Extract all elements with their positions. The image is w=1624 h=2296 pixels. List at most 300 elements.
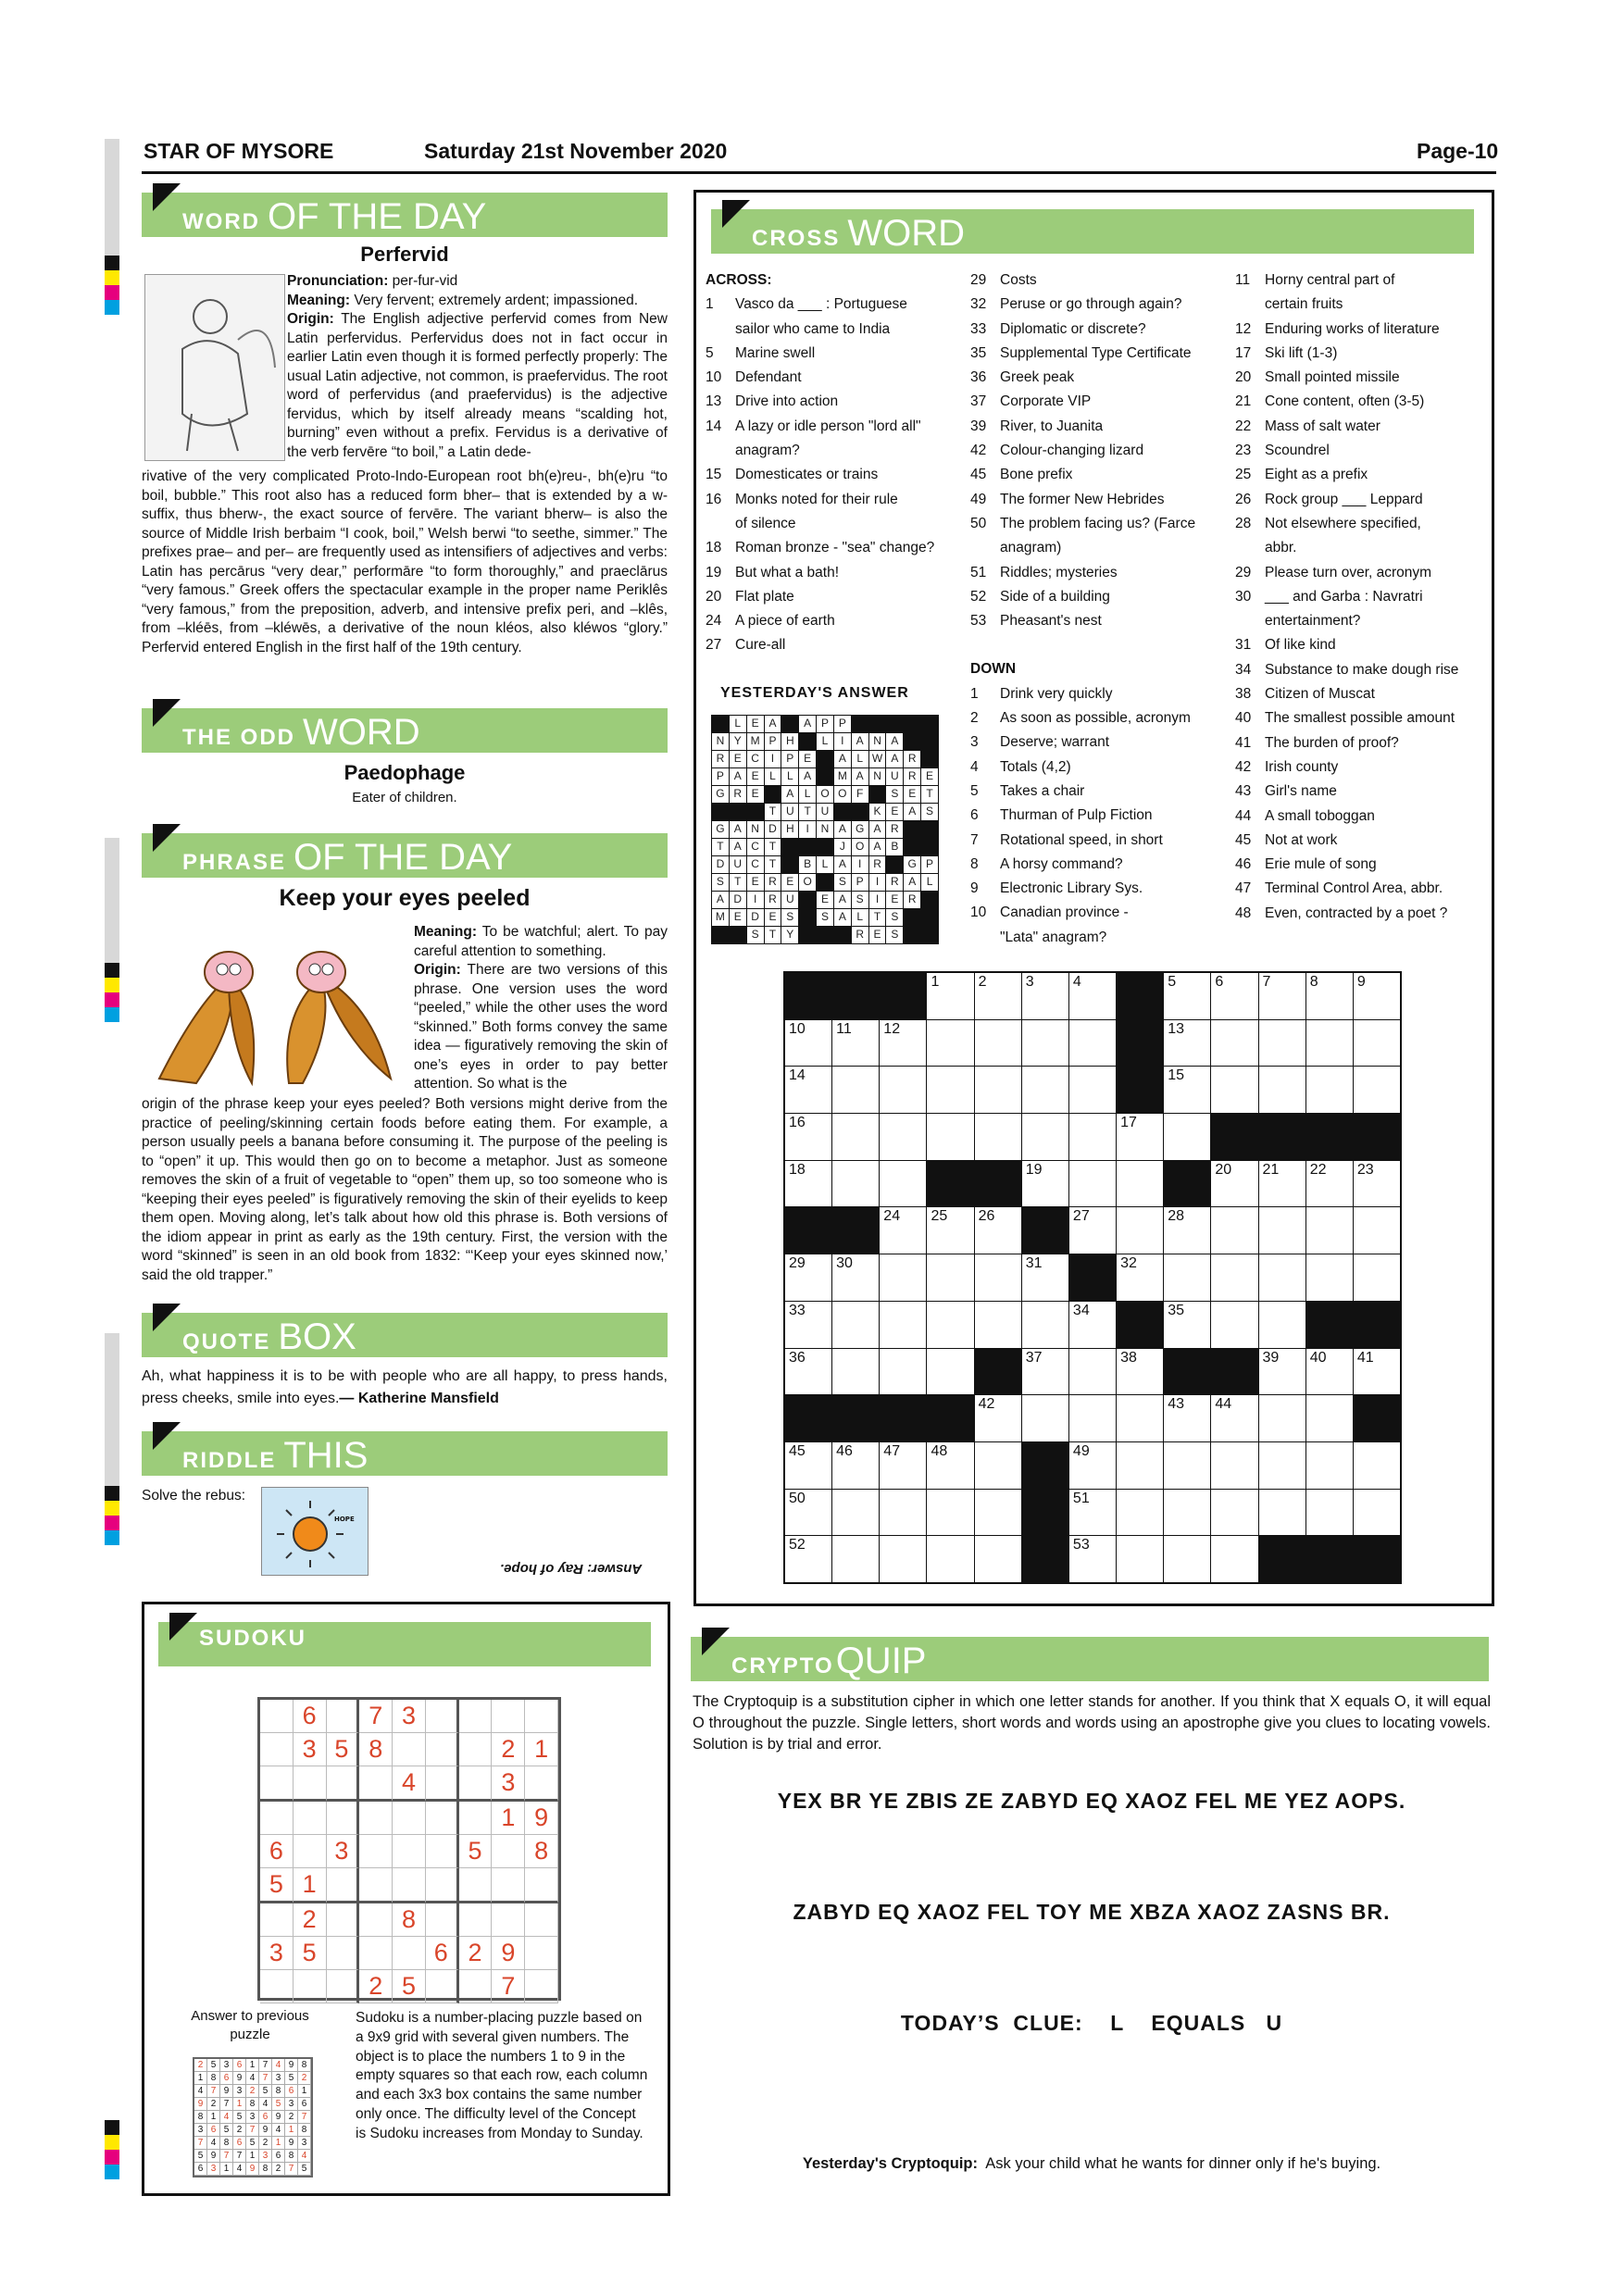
answer-cell: D bbox=[712, 856, 729, 873]
crossword-cell[interactable] bbox=[1069, 1302, 1116, 1348]
crossword-cell[interactable] bbox=[785, 1020, 831, 1067]
sudoku-cell[interactable] bbox=[294, 1766, 327, 1802]
cell-number: 19 bbox=[1025, 1161, 1043, 1178]
crossword-cell[interactable] bbox=[1022, 1161, 1068, 1207]
sudoku-grid[interactable] bbox=[257, 1697, 561, 2001]
banner-corner bbox=[153, 699, 181, 727]
answer-cell: L bbox=[799, 786, 816, 803]
crossword-cell[interactable] bbox=[1259, 1490, 1305, 1536]
crossword-cell[interactable] bbox=[1022, 973, 1068, 1019]
clue-item bbox=[1235, 585, 1485, 609]
crossword-cell[interactable] bbox=[1164, 973, 1210, 1019]
crossword-cell[interactable] bbox=[1069, 1395, 1116, 1441]
sudoku-cell[interactable] bbox=[492, 1700, 525, 1733]
sudoku-answer-cell: 5 bbox=[220, 2124, 233, 2137]
sudoku-cell[interactable] bbox=[359, 1937, 393, 1970]
crossword-cell[interactable] bbox=[927, 1302, 973, 1348]
crossword-cell[interactable] bbox=[975, 1114, 1021, 1160]
yesterday-cryptoquip: Ask your child what he wants for dinner only if he's buying. bbox=[985, 2155, 1381, 2172]
sudoku-cell[interactable] bbox=[525, 1700, 558, 1733]
crossword-cell[interactable] bbox=[1354, 1161, 1400, 1207]
sudoku-cell[interactable] bbox=[327, 1970, 360, 2003]
crossword-cell[interactable] bbox=[785, 1302, 831, 1348]
crossword-cell[interactable] bbox=[1211, 1161, 1257, 1207]
crossword-block bbox=[1211, 1114, 1257, 1160]
crossword-cell[interactable] bbox=[1259, 1207, 1305, 1254]
crossword-cell[interactable] bbox=[1164, 1302, 1210, 1348]
sudoku-cell[interactable] bbox=[525, 1937, 558, 1970]
crossword-cell[interactable] bbox=[1022, 1302, 1068, 1348]
sudoku-cell[interactable] bbox=[327, 1700, 360, 1733]
crossword-cell[interactable] bbox=[1354, 1442, 1400, 1489]
crossword-cell[interactable] bbox=[1211, 1395, 1257, 1441]
crossword-block bbox=[1022, 1536, 1068, 1582]
answer-cell: D bbox=[730, 892, 746, 908]
sudoku-cell[interactable] bbox=[459, 1802, 493, 1835]
crossword-block bbox=[1022, 1490, 1068, 1536]
clue-text: Even, contracted by a poet ? bbox=[1265, 905, 1448, 921]
sudoku-cell[interactable] bbox=[327, 1802, 360, 1835]
crossword-cell[interactable] bbox=[1164, 1490, 1210, 1536]
crossword-cell[interactable] bbox=[927, 1254, 973, 1301]
sudoku-cell[interactable] bbox=[426, 1903, 459, 1937]
crossword-cell[interactable] bbox=[1211, 1207, 1257, 1254]
answer-block bbox=[921, 716, 938, 732]
crossword-cell[interactable] bbox=[1069, 1114, 1116, 1160]
answer-cell: G bbox=[852, 821, 868, 838]
crossword-cell[interactable] bbox=[927, 1490, 973, 1536]
clue-number: 46 bbox=[1235, 856, 1252, 873]
crossword-cell[interactable] bbox=[880, 1207, 926, 1254]
crossword-cell[interactable] bbox=[832, 1254, 879, 1301]
sudoku-cell[interactable] bbox=[260, 1733, 294, 1766]
crossword-cell[interactable] bbox=[927, 973, 973, 1019]
answer-cell: B bbox=[886, 839, 903, 855]
sudoku-cell[interactable]: 1 bbox=[525, 1733, 558, 1766]
crossword-cell[interactable] bbox=[1069, 1536, 1116, 1582]
answer-cell: L bbox=[852, 909, 868, 926]
clue-item bbox=[1235, 658, 1485, 682]
crossword-cell[interactable] bbox=[880, 1302, 926, 1348]
crossword-cell[interactable] bbox=[927, 1020, 973, 1067]
clue-number bbox=[1235, 536, 1265, 560]
crossword-cell[interactable] bbox=[1259, 1349, 1305, 1395]
sudoku-cell[interactable]: 3 bbox=[492, 1766, 525, 1802]
clue-text: Riddles; mysteries bbox=[1000, 564, 1118, 580]
crossword-cell[interactable] bbox=[1022, 1067, 1068, 1113]
crossword-cell[interactable] bbox=[1306, 1161, 1353, 1207]
sudoku-answer-cell: 1 bbox=[207, 2111, 220, 2124]
sudoku-cell[interactable] bbox=[525, 1868, 558, 1903]
clue-text: Side of a building bbox=[1000, 588, 1110, 605]
sudoku-cell[interactable] bbox=[459, 1970, 493, 2003]
crossword-cell[interactable] bbox=[785, 1254, 831, 1301]
sudoku-cell[interactable]: 2 bbox=[294, 1903, 327, 1937]
crossword-cell[interactable] bbox=[975, 1536, 1021, 1582]
sudoku-cell[interactable]: 5 bbox=[459, 1835, 493, 1868]
crossword-cell[interactable] bbox=[832, 1442, 879, 1489]
crossword-cell[interactable] bbox=[1164, 1020, 1210, 1067]
crossword-cell[interactable] bbox=[1069, 1207, 1116, 1254]
sudoku-cell[interactable] bbox=[359, 1835, 393, 1868]
clue-item bbox=[970, 853, 1222, 877]
crossword-cell[interactable] bbox=[975, 973, 1021, 1019]
crossword-cell[interactable] bbox=[1022, 1020, 1068, 1067]
crossword-cell[interactable] bbox=[880, 1020, 926, 1067]
crossword-cell[interactable] bbox=[1117, 1536, 1163, 1582]
sudoku-cell[interactable]: 1 bbox=[294, 1868, 327, 1903]
crossword-cell[interactable] bbox=[1117, 1207, 1163, 1254]
sudoku-cell[interactable] bbox=[327, 1937, 360, 1970]
crossword-cell[interactable] bbox=[1354, 1207, 1400, 1254]
crossword-cell[interactable] bbox=[1211, 1490, 1257, 1536]
sudoku-cell[interactable] bbox=[525, 1766, 558, 1802]
crossword-cell[interactable] bbox=[1211, 1254, 1257, 1301]
crossword-cell[interactable] bbox=[880, 1254, 926, 1301]
crossword-cell[interactable] bbox=[1164, 1254, 1210, 1301]
crossword-cell[interactable] bbox=[785, 1114, 831, 1160]
crossword-cell[interactable] bbox=[1259, 1442, 1305, 1489]
crossword-cell[interactable] bbox=[1211, 1067, 1257, 1113]
crossword-grid[interactable] bbox=[783, 971, 1402, 1584]
sudoku-cell[interactable]: 5 bbox=[327, 1733, 360, 1766]
sudoku-cell[interactable] bbox=[459, 1766, 493, 1802]
clue-text: Deserve; warrant bbox=[1000, 734, 1110, 751]
answer-cell: A bbox=[781, 786, 798, 803]
sudoku-cell[interactable] bbox=[492, 1868, 525, 1903]
crossword-cell[interactable] bbox=[1259, 1254, 1305, 1301]
answer-cell: Y bbox=[730, 733, 746, 750]
sudoku-cell[interactable]: 2 bbox=[359, 1970, 393, 2003]
crossword-cell[interactable] bbox=[975, 1067, 1021, 1113]
yesterday-answer-label: YESTERDAY'S ANSWER bbox=[720, 685, 909, 701]
crossword-cell[interactable] bbox=[1164, 1395, 1210, 1441]
sudoku-answer-cell: 4 bbox=[246, 2072, 259, 2085]
sudoku-cell[interactable]: 9 bbox=[525, 1802, 558, 1835]
clue-text: Costs bbox=[1000, 272, 1037, 288]
crossword-cell[interactable] bbox=[1354, 973, 1400, 1019]
answer-cell: M bbox=[747, 733, 764, 750]
sudoku-cell[interactable]: 7 bbox=[359, 1700, 393, 1733]
cell-number: 51 bbox=[1072, 1490, 1090, 1506]
crossword-cell[interactable] bbox=[975, 1490, 1021, 1536]
crossword-cell[interactable] bbox=[880, 1349, 926, 1395]
cell-number: 27 bbox=[1072, 1208, 1090, 1225]
banner-corner bbox=[169, 1613, 197, 1641]
sudoku-cell[interactable]: 8 bbox=[393, 1903, 426, 1937]
sudoku-cell[interactable]: 2 bbox=[459, 1937, 493, 1970]
crossword-cell[interactable] bbox=[1022, 1349, 1068, 1395]
clue-text: Vasco da ___ : Portuguese bbox=[735, 296, 907, 313]
crossword-cell[interactable] bbox=[1117, 1349, 1163, 1395]
crossword-cell[interactable] bbox=[1259, 1302, 1305, 1348]
crossword-cell[interactable] bbox=[1306, 1349, 1353, 1395]
crossword-cell[interactable] bbox=[927, 1207, 973, 1254]
sudoku-cell[interactable]: 6 bbox=[426, 1937, 459, 1970]
clue-number: 39 bbox=[970, 418, 987, 434]
crossword-cell[interactable] bbox=[975, 1442, 1021, 1489]
crossword-cell[interactable] bbox=[1069, 1442, 1116, 1489]
crossword-cell[interactable] bbox=[1354, 1067, 1400, 1113]
sudoku-answer-cell: 4 bbox=[272, 2124, 285, 2137]
sudoku-cell[interactable]: 8 bbox=[359, 1733, 393, 1766]
crossword-cell[interactable] bbox=[975, 1395, 1021, 1441]
sudoku-cell[interactable] bbox=[359, 1802, 393, 1835]
sudoku-cell[interactable]: 7 bbox=[492, 1970, 525, 2003]
crossword-cell[interactable] bbox=[1354, 1254, 1400, 1301]
sudoku-answer-cell: 2 bbox=[207, 2098, 220, 2111]
clue-item bbox=[970, 536, 1222, 560]
sudoku-cell[interactable] bbox=[525, 1970, 558, 2003]
sudoku-answer-cell: 3 bbox=[194, 2124, 207, 2137]
crossword-cell[interactable] bbox=[1117, 1395, 1163, 1441]
sudoku-cell[interactable] bbox=[327, 1766, 360, 1802]
crossword-cell[interactable] bbox=[1259, 1161, 1305, 1207]
crossword-cell[interactable] bbox=[1022, 1254, 1068, 1301]
answer-cell: I bbox=[834, 733, 851, 750]
crossword-cell[interactable] bbox=[880, 1161, 926, 1207]
crossword-cell[interactable] bbox=[1069, 1161, 1116, 1207]
sudoku-cell[interactable] bbox=[359, 1766, 393, 1802]
crossword-cell[interactable] bbox=[1211, 1536, 1257, 1582]
clue-number: 12 bbox=[1235, 320, 1252, 337]
crossword-cell[interactable] bbox=[1306, 1395, 1353, 1441]
crossword-cell[interactable] bbox=[1306, 1020, 1353, 1067]
clue-number: 15 bbox=[706, 467, 722, 483]
crossword-cell[interactable] bbox=[1069, 1020, 1116, 1067]
cryptoquip-line-2: ZABYD EQ XAOZ FEL TOY ME XBZA XAOZ ZASNS BR. bbox=[793, 1900, 1391, 1924]
crossword-cell[interactable] bbox=[880, 1067, 926, 1113]
answer-cell: O bbox=[834, 786, 851, 803]
crossword-cell[interactable] bbox=[1022, 1114, 1068, 1160]
answer-cell: L bbox=[817, 733, 833, 750]
answer-block bbox=[765, 786, 781, 803]
crossword-cell[interactable] bbox=[880, 1536, 926, 1582]
crossword-cell[interactable] bbox=[1354, 1490, 1400, 1536]
cell-number: 37 bbox=[1025, 1349, 1043, 1366]
sudoku-cell[interactable]: 6 bbox=[260, 1835, 294, 1868]
answer-cell: P bbox=[817, 716, 833, 732]
sudoku-cell[interactable] bbox=[260, 1766, 294, 1802]
crossword-cell[interactable] bbox=[785, 1442, 831, 1489]
sudoku-cell[interactable] bbox=[327, 1868, 360, 1903]
sudoku-cell[interactable] bbox=[492, 1903, 525, 1937]
sudoku-cell[interactable] bbox=[393, 1802, 426, 1835]
crossword-cell[interactable] bbox=[975, 1020, 1021, 1067]
sudoku-cell[interactable] bbox=[426, 1766, 459, 1802]
sudoku-cell[interactable]: 8 bbox=[525, 1835, 558, 1868]
crossword-cell[interactable] bbox=[832, 1349, 879, 1395]
clue-text: "Lata" anagram? bbox=[1000, 929, 1107, 945]
banner-big-text: WORD bbox=[847, 213, 965, 254]
answer-cell: P bbox=[852, 874, 868, 891]
sudoku-cell[interactable] bbox=[459, 1868, 493, 1903]
answer-block bbox=[921, 751, 938, 767]
crossword-cell[interactable] bbox=[1117, 1254, 1163, 1301]
crossword-cell[interactable] bbox=[832, 1490, 879, 1536]
crossword-cell[interactable] bbox=[927, 1349, 973, 1395]
crossword-cell[interactable] bbox=[880, 1442, 926, 1489]
crossword-cell[interactable] bbox=[785, 1067, 831, 1113]
crossword-cell[interactable] bbox=[1117, 1161, 1163, 1207]
sudoku-cell[interactable] bbox=[359, 1868, 393, 1903]
sudoku-cell[interactable] bbox=[393, 1733, 426, 1766]
crossword-cell[interactable] bbox=[1354, 1349, 1400, 1395]
sudoku-answer-cell: 7 bbox=[220, 2098, 233, 2111]
reg-mark-yellow bbox=[105, 270, 119, 285]
sudoku-cell[interactable]: 4 bbox=[393, 1766, 426, 1802]
clue-number: 5 bbox=[970, 782, 979, 799]
crossword-cell[interactable] bbox=[975, 1207, 1021, 1254]
cell-number: 10 bbox=[789, 1020, 806, 1037]
sudoku-cell[interactable] bbox=[294, 1835, 327, 1868]
sudoku-cell[interactable] bbox=[294, 1802, 327, 1835]
crossword-cell[interactable] bbox=[1211, 973, 1257, 1019]
crossword-cell[interactable] bbox=[975, 1254, 1021, 1301]
crossword-cell[interactable] bbox=[927, 1536, 973, 1582]
banner-small-text: CROSS bbox=[752, 226, 841, 251]
sudoku-cell[interactable] bbox=[393, 1937, 426, 1970]
sudoku-cell[interactable] bbox=[393, 1868, 426, 1903]
crossword-cell[interactable] bbox=[1117, 1442, 1163, 1489]
clue-text: Supplemental Type Certificate bbox=[1000, 344, 1192, 361]
crossword-cell[interactable] bbox=[832, 1302, 879, 1348]
crossword-cell[interactable] bbox=[1259, 1395, 1305, 1441]
answer-cell: G bbox=[904, 856, 920, 873]
crossword-cell[interactable] bbox=[1306, 1490, 1353, 1536]
crossword-cell[interactable] bbox=[880, 1490, 926, 1536]
clues-col2 bbox=[970, 268, 1222, 950]
clue-number: 32 bbox=[970, 296, 987, 313]
sudoku-cell[interactable] bbox=[260, 1802, 294, 1835]
crossword-cell[interactable] bbox=[1069, 1349, 1116, 1395]
crossword-cell[interactable] bbox=[1306, 1067, 1353, 1113]
crossword-cell[interactable] bbox=[927, 1442, 973, 1489]
crossword-cell[interactable] bbox=[1117, 1490, 1163, 1536]
crossword-cell[interactable] bbox=[1069, 1490, 1116, 1536]
cell-number: 13 bbox=[1168, 1020, 1185, 1037]
sudoku-cell[interactable] bbox=[525, 1903, 558, 1937]
cell-number: 49 bbox=[1072, 1442, 1090, 1459]
rebus-word: HOPE bbox=[334, 1516, 355, 1523]
phrase-meaning-label: Meaning: bbox=[414, 924, 478, 940]
sudoku-cell[interactable]: 6 bbox=[294, 1700, 327, 1733]
answer-cell: O bbox=[817, 786, 833, 803]
crossword-cell[interactable] bbox=[1306, 1254, 1353, 1301]
crossword-cell[interactable] bbox=[785, 1349, 831, 1395]
crossword-cell[interactable] bbox=[1259, 973, 1305, 1019]
crossword-cell[interactable] bbox=[832, 1536, 879, 1582]
crossword-cell[interactable] bbox=[1211, 1442, 1257, 1489]
sudoku-cell[interactable]: 3 bbox=[327, 1835, 360, 1868]
answer-cell: A bbox=[799, 768, 816, 785]
sudoku-cell[interactable] bbox=[492, 1835, 525, 1868]
sudoku-cell[interactable]: 3 bbox=[393, 1700, 426, 1733]
crossword-cell[interactable] bbox=[832, 1020, 879, 1067]
crossword-cell[interactable] bbox=[1259, 1020, 1305, 1067]
sudoku-cell[interactable] bbox=[393, 1835, 426, 1868]
crossword-cell[interactable] bbox=[1306, 1207, 1353, 1254]
crossword-cell[interactable] bbox=[832, 1114, 879, 1160]
sudoku-cell[interactable] bbox=[260, 1903, 294, 1937]
sudoku-cell[interactable] bbox=[260, 1970, 294, 2003]
sudoku-cell[interactable] bbox=[459, 1700, 493, 1733]
sudoku-cell[interactable] bbox=[426, 1733, 459, 1766]
sudoku-cell[interactable] bbox=[459, 1733, 493, 1766]
crossword-cell[interactable] bbox=[785, 1536, 831, 1582]
clue-text: As soon as possible, acronym bbox=[1000, 710, 1191, 727]
crossword-cell[interactable] bbox=[785, 1161, 831, 1207]
sudoku-cell[interactable]: 1 bbox=[492, 1802, 525, 1835]
crossword-cell[interactable] bbox=[1117, 1114, 1163, 1160]
clue-text: The smallest possible amount bbox=[1265, 710, 1455, 727]
crossword-cell[interactable] bbox=[1069, 973, 1116, 1019]
crossword-cell[interactable] bbox=[1211, 1302, 1257, 1348]
crossword-cell[interactable] bbox=[1164, 1114, 1210, 1160]
crossword-cell[interactable] bbox=[927, 1114, 973, 1160]
sudoku-cell[interactable]: 5 bbox=[260, 1868, 294, 1903]
sudoku-cell[interactable]: 2 bbox=[492, 1733, 525, 1766]
clue-number: 47 bbox=[1235, 880, 1252, 897]
sudoku-cell[interactable] bbox=[459, 1903, 493, 1937]
sudoku-cell[interactable] bbox=[426, 1700, 459, 1733]
sudoku-cell[interactable]: 3 bbox=[294, 1733, 327, 1766]
crossword-cell[interactable] bbox=[1211, 1020, 1257, 1067]
crossword-cell[interactable] bbox=[927, 1067, 973, 1113]
crossword-cell[interactable] bbox=[1164, 1442, 1210, 1489]
sudoku-cell[interactable]: 3 bbox=[260, 1937, 294, 1970]
sudoku-cell[interactable] bbox=[294, 1970, 327, 2003]
answer-cell: E bbox=[747, 874, 764, 891]
sudoku-cell[interactable]: 5 bbox=[294, 1937, 327, 1970]
clue-number: 13 bbox=[706, 393, 722, 410]
clue-item bbox=[1235, 829, 1485, 853]
sudoku-cell[interactable] bbox=[426, 1970, 459, 2003]
crossword-cell[interactable] bbox=[1164, 1207, 1210, 1254]
clue-text: ___ and Garba : Navratri bbox=[1265, 588, 1423, 605]
crossword-cell[interactable] bbox=[832, 1161, 879, 1207]
crossword-cell[interactable] bbox=[1164, 1067, 1210, 1113]
crossword-cell[interactable] bbox=[785, 1490, 831, 1536]
crossword-cell[interactable] bbox=[1306, 1442, 1353, 1489]
sudoku-cell[interactable] bbox=[426, 1802, 459, 1835]
sudoku-cell[interactable] bbox=[327, 1903, 360, 1937]
crossword-cell[interactable] bbox=[1259, 1067, 1305, 1113]
answer-cell: S bbox=[886, 786, 903, 803]
crossword-cell[interactable] bbox=[1069, 1067, 1116, 1113]
crossword-cell[interactable] bbox=[975, 1302, 1021, 1348]
sudoku-answer-cell: 6 bbox=[259, 2111, 272, 2124]
crossword-cell[interactable] bbox=[1306, 973, 1353, 1019]
sudoku-answer-cell: 1 bbox=[233, 2098, 246, 2111]
answer-cell: R bbox=[904, 768, 920, 785]
sudoku-cell[interactable] bbox=[426, 1835, 459, 1868]
crossword-cell[interactable] bbox=[880, 1114, 926, 1160]
sudoku-cell[interactable] bbox=[359, 1903, 393, 1937]
clue-text: A lazy or idle person "lord all" bbox=[735, 418, 921, 434]
crossword-block bbox=[785, 1207, 831, 1254]
sudoku-answer-cell: 5 bbox=[233, 2111, 246, 2124]
crossword-cell[interactable] bbox=[1354, 1020, 1400, 1067]
crossword-cell[interactable] bbox=[1022, 1395, 1068, 1441]
sudoku-cell[interactable]: 9 bbox=[492, 1937, 525, 1970]
crossword-cell[interactable] bbox=[1164, 1536, 1210, 1582]
answer-cell: N bbox=[869, 733, 886, 750]
sudoku-cell[interactable] bbox=[426, 1868, 459, 1903]
sudoku-cell[interactable]: 5 bbox=[393, 1970, 426, 2003]
crossword-cell[interactable] bbox=[832, 1067, 879, 1113]
sudoku-cell[interactable] bbox=[260, 1700, 294, 1733]
